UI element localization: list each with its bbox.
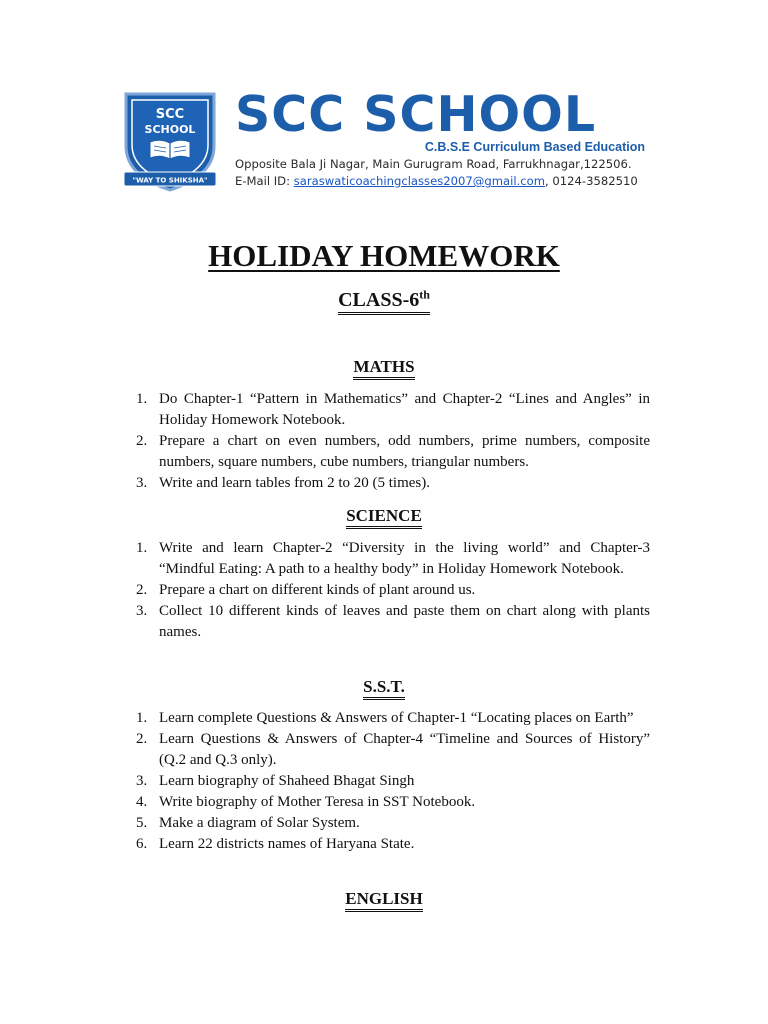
list-item: 2. Prepare a chart on even numbers, odd numbers, prime numbers, composite numbers, square numbers, cube numbers, triangular numbers. xyxy=(136,433,650,470)
list-item: 2. Learn Questions & Answers of Chapter-4 “Timeline and Sources of History” (Q.2 and Q.3 only). xyxy=(136,731,650,768)
list-item: 1. Learn complete Questions & Answers of Chapter-1 “Locating places on Earth” xyxy=(136,710,634,726)
list-item: 3. Collect 10 different kinds of leaves and paste them on chart along with plants names. xyxy=(136,603,650,640)
list-item: 3. Write and learn tables from 2 to 20 (5 times). xyxy=(136,475,430,491)
email-link[interactable]: saraswaticoachingclasses2007@gmail.com xyxy=(293,174,546,188)
school-contact xyxy=(235,174,655,188)
school-brand xyxy=(235,88,655,188)
page-title: HOLIDAY HOMEWORK xyxy=(208,238,560,273)
section-heading-science: SCIENCE xyxy=(0,506,768,526)
sst-list xyxy=(136,708,650,855)
letterhead xyxy=(120,88,650,198)
list-item: 1. Do Chapter-1 “Pattern in Mathematics” and Chapter-2 “Lines and Angles” in Holiday Homework Notebook. xyxy=(136,391,650,428)
section-heading-maths: MATHS xyxy=(0,357,768,377)
list-item: 3. Learn biography of Shaheed Bhagat Singh xyxy=(136,773,415,789)
section-heading-sst: S.S.T. xyxy=(0,677,768,697)
school-crest-logo xyxy=(120,88,220,193)
class-superscript: th xyxy=(419,287,430,301)
school-tagline: C.B.S.E Curriculum Based Education xyxy=(424,140,645,154)
maths-list xyxy=(136,389,650,494)
list-item: 4. Write biography of Mother Teresa in SST Notebook. xyxy=(136,794,476,810)
section-heading-english: ENGLISH xyxy=(0,889,768,909)
list-item: 2. Prepare a chart on different kinds of plant around us. xyxy=(136,582,476,598)
email-label: E-Mail ID: xyxy=(235,174,294,188)
science-list xyxy=(136,538,650,643)
book-icon xyxy=(150,140,190,159)
list-item: 6. Learn 22 districts names of Haryana State. xyxy=(136,836,415,852)
class-heading xyxy=(0,287,768,312)
list-item: 1. Write and learn Chapter-2 “Diversity in the living world” and Chapter-3 “Mindful Eating: A path to a healthy body” in Holiday Homework Notebook. xyxy=(136,540,650,577)
school-name: SCC SCHOOL xyxy=(235,86,597,143)
list-item: 5. Make a diagram of Solar System. xyxy=(136,815,360,831)
class-label: CLASS-6 xyxy=(338,288,420,311)
crest-bottom-text: SCHOOL xyxy=(144,123,196,136)
crest-motto-text: "WAY TO SHIKSHA" xyxy=(132,176,208,185)
phone-number: , 0124-3582510 xyxy=(545,174,638,188)
school-address: Opposite Bala Ji Nagar, Main Gurugram Road, Farrukhnagar,122506. xyxy=(235,157,632,171)
crest-top-text: SCC xyxy=(155,107,185,122)
